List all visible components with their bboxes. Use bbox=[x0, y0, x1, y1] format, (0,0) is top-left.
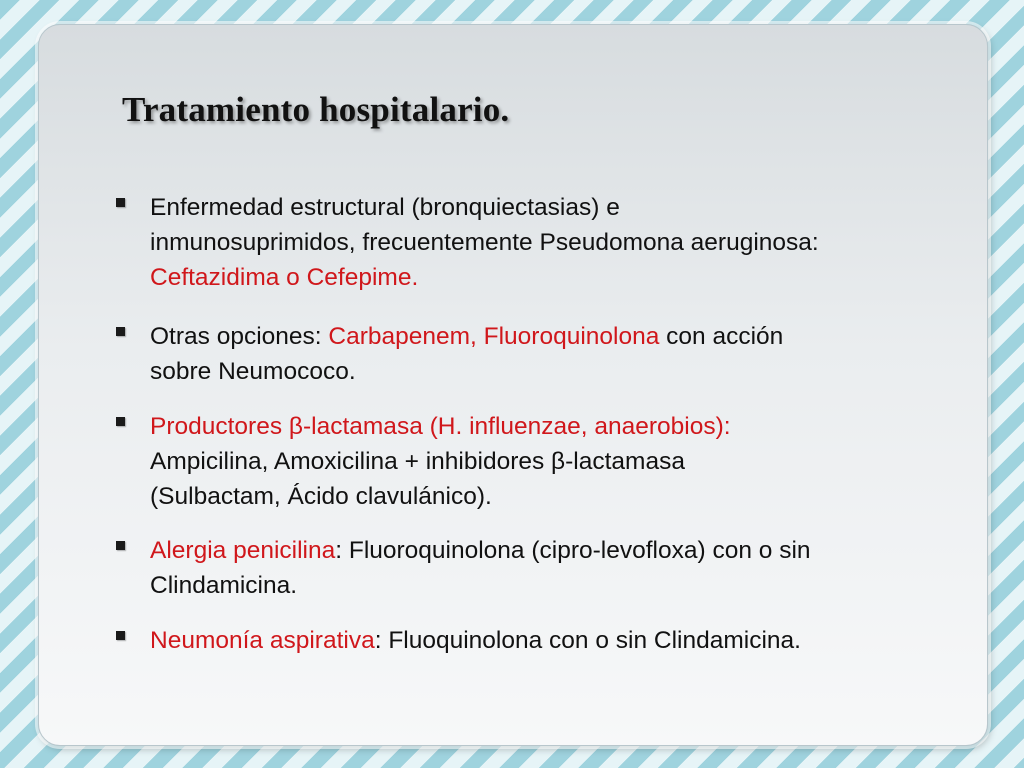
item-highlight: Carbapenem, Fluoroquinolona bbox=[328, 323, 660, 350]
list-item bbox=[116, 533, 936, 603]
item-line bbox=[150, 319, 936, 354]
item-line bbox=[150, 533, 936, 568]
bullet-list bbox=[116, 190, 936, 684]
square-bullet-icon bbox=[116, 631, 125, 640]
item-text: inmunosuprimidos, frecuentemente Pseudomona aeruginosa: bbox=[150, 229, 819, 256]
item-highlight: Neumonía aspirativa bbox=[150, 627, 375, 654]
list-item bbox=[116, 623, 936, 658]
item-text: : Fluoroquinolona (cipro-levofloxa) con o sin bbox=[335, 537, 811, 564]
item-text: (Sulbactam, Ácido clavulánico). bbox=[150, 483, 492, 510]
slide-title: Tratamiento hospitalario. bbox=[122, 90, 510, 129]
item-highlight: Productores β-lactamasa (H. influenzae, anaerobios): bbox=[150, 413, 731, 440]
square-bullet-icon bbox=[116, 541, 125, 550]
item-text: sobre Neumococo. bbox=[150, 358, 356, 385]
item-highlight: Alergia penicilina bbox=[150, 537, 336, 564]
item-highlight: Ceftazidima o Cefepime. bbox=[150, 264, 419, 291]
item-text: : Fluoquinolona con o sin Clindamicina. bbox=[374, 627, 801, 654]
list-item bbox=[116, 319, 936, 389]
item-text: Otras opciones: bbox=[150, 323, 329, 350]
list-item bbox=[116, 409, 936, 514]
list-item bbox=[116, 190, 936, 295]
item-text: Clindamicina. bbox=[150, 572, 298, 599]
square-bullet-icon bbox=[116, 198, 125, 207]
item-text: Enfermedad estructural (bronquiectasias) e bbox=[150, 194, 620, 221]
item-line bbox=[150, 623, 936, 658]
square-bullet-icon bbox=[116, 417, 125, 426]
square-bullet-icon bbox=[116, 327, 125, 336]
item-text: Ampicilina, Amoxicilina + inhibidores β-lactamasa bbox=[150, 448, 685, 475]
item-text: con acción bbox=[659, 323, 784, 350]
